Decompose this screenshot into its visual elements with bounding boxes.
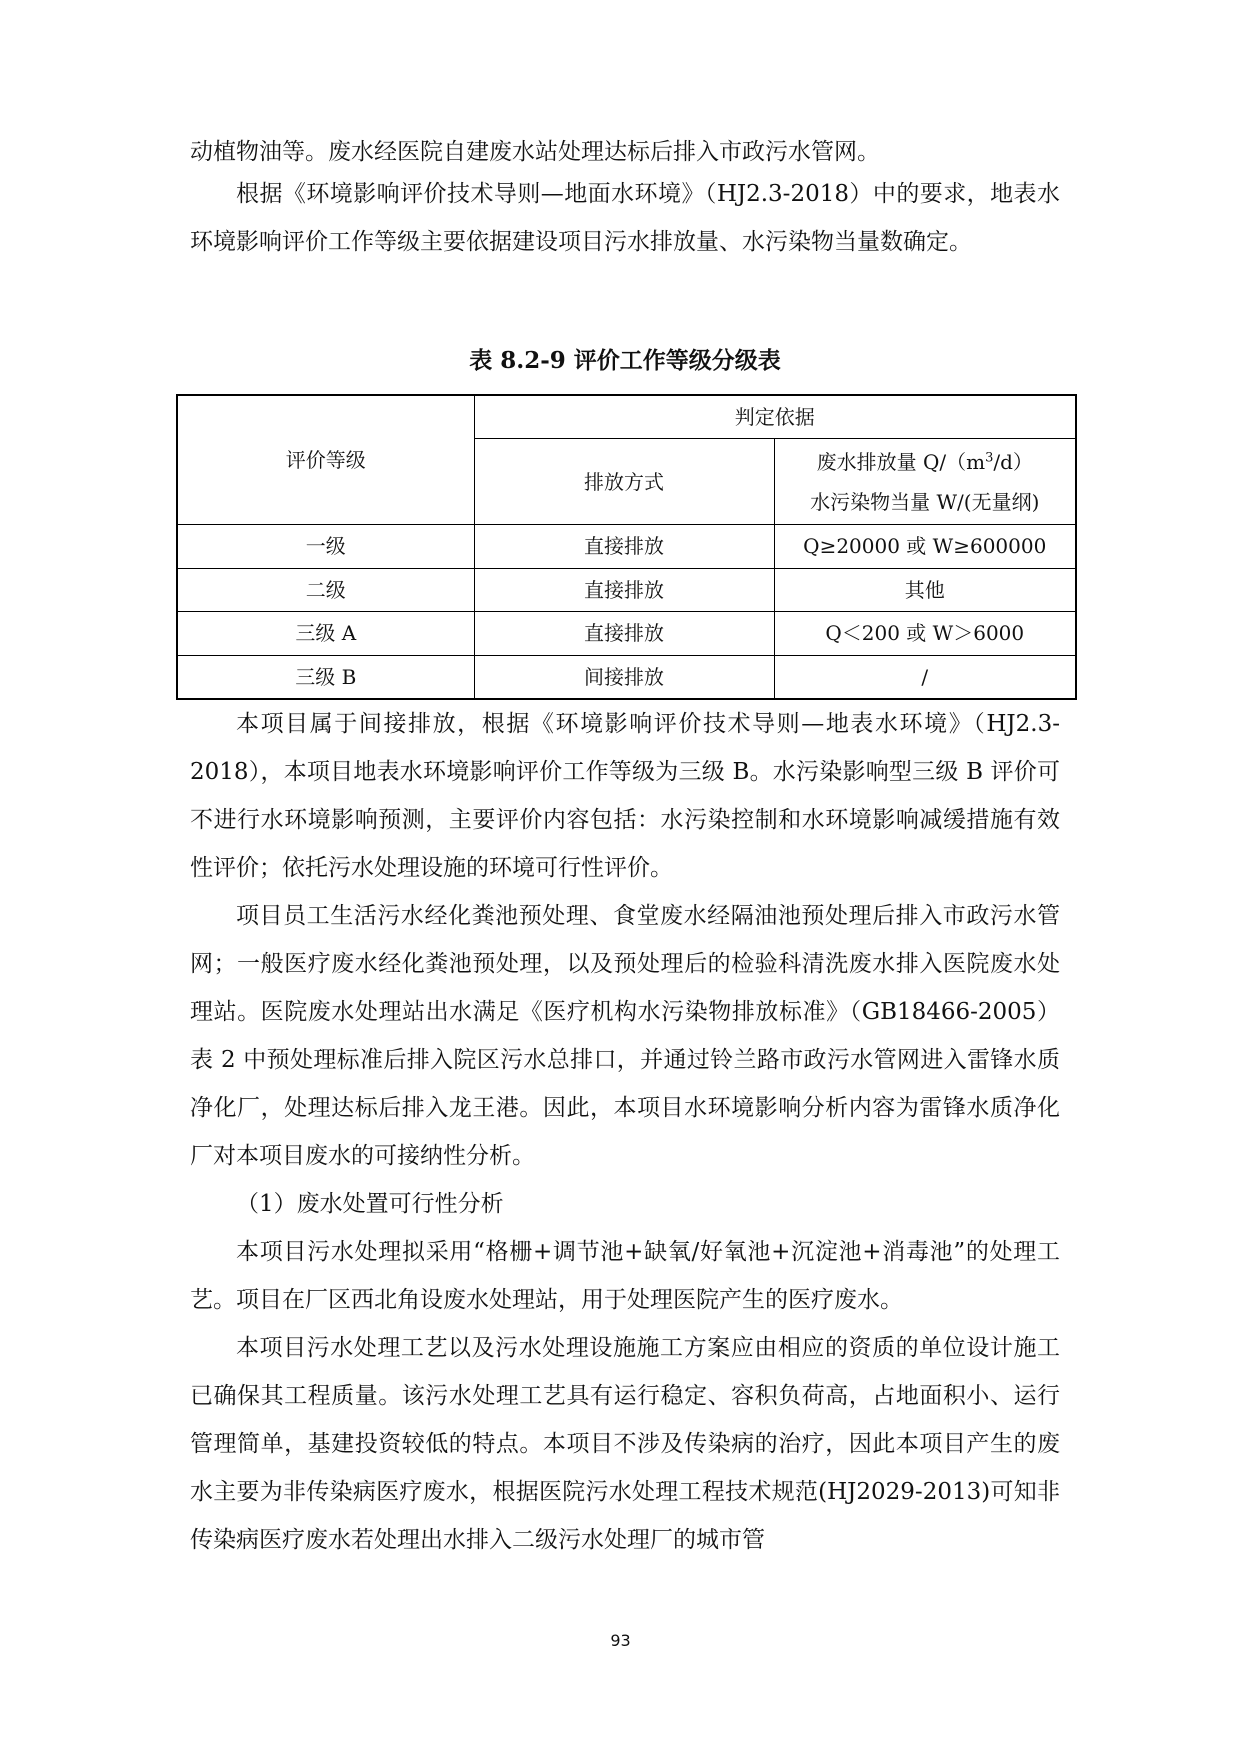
row-grade: 一级 (177, 525, 474, 568)
paragraph-standard-requirement: 根据《环境影响评价技术导则—地面水环境》（HJ2.3-2018）中的要求，地表水环境影响评价工作等级主要依据建设项目污水排放量、水污染物当量数确定。 (190, 181, 1060, 255)
table-row (177, 655, 1076, 699)
section-heading-feasibility: （1）废水处置可行性分析 (236, 1191, 504, 1217)
evaluation-grade-table (176, 394, 1077, 700)
row-criteria: 其他 (774, 568, 1076, 611)
table-caption: 表 8.2-9 评价工作等级分级表 (469, 347, 781, 374)
row-grade: 三级 A (177, 612, 474, 655)
table-row (177, 568, 1076, 611)
paragraph-grade-conclusion: 本项目属于间接排放，根据《环境影响评价技术导则—地表水环境》（HJ2.3-2018），本项目地表水环境影响评价工作等级为三级 B。水污染影响型三级 B 评价可不进行水环境影响预测，主要评价内容包括：水污染控制和水环境影响减缓措施有效性评价；依托污水处理设施的环境可行性评价。 (190, 711, 1060, 881)
row-criteria: Q≥20000 或 W≥600000 (774, 525, 1076, 568)
row-method: 间接排放 (474, 655, 774, 699)
header-quantity (774, 439, 1076, 525)
row-grade: 三级 B (177, 655, 474, 699)
row-method: 直接排放 (474, 568, 774, 611)
header-grade: 评价等级 (177, 395, 474, 525)
header-basis: 判定依据 (474, 395, 1076, 439)
header-quantity-line2: 水污染物当量 W/(无量纲) (810, 489, 1040, 514)
row-grade: 二级 (177, 568, 474, 611)
page-number: 93 (610, 1631, 631, 1650)
row-criteria: Q＜200 或 W＞6000 (774, 612, 1076, 655)
paragraph-continuation: 动植物油等。废水经医院自建废水站处理达标后排入市政污水管网。 (190, 139, 880, 165)
table-row (177, 525, 1076, 568)
row-method: 直接排放 (474, 612, 774, 655)
header-method: 排放方式 (474, 439, 774, 525)
row-criteria: / (774, 655, 1076, 699)
header-quantity-line1: 废水排放量 $Q/(m^3/d)$ (816, 449, 1033, 474)
paragraph-process-features: 本项目污水处理工艺以及污水处理设施施工方案应由相应的资质的单位设计施工已确保其工程质量。该污水处理工艺具有运行稳定、容积负荷高，占地面积小、运行管理简单，基建投资较低的特点。本项目不涉及传染病的治疗，因此本项目产生的废水主要为非传染病医疗废水，根据医院污水处理工程技术规范(HJ2029-2013)可知非传染病医疗废水若处理出水排入二级污水处理厂的城市管 (190, 1335, 1060, 1553)
row-method: 直接排放 (474, 525, 774, 568)
paragraph-treatment-process: 本项目污水处理拟采用“格栅+调节池+缺氧/好氧池+沉淀池+消毒池”的处理工艺。项目在厂区西北角设废水处理站，用于处理医院产生的医疗废水。 (190, 1239, 1060, 1313)
table-row (177, 612, 1076, 655)
paragraph-wastewater-route: 项目员工生活污水经化粪池预处理、食堂废水经隔油池预处理后排入市政污水管网；一般医疗废水经化粪池预处理，以及预处理后的检验科清洗废水排入医院废水处理站。医院废水处理站出水满足《医疗机构水污染物排放标准》（GB18466-2005）表 2 中预处理标准后排入院区污水总排口，并通过铃兰路市政污水管网进入雷锋水质净化厂，处理达标后排入龙王港。因此，本项目水环境影响分析内容为雷锋水质净化厂对本项目废水的可接纳性分析。 (190, 903, 1060, 1169)
